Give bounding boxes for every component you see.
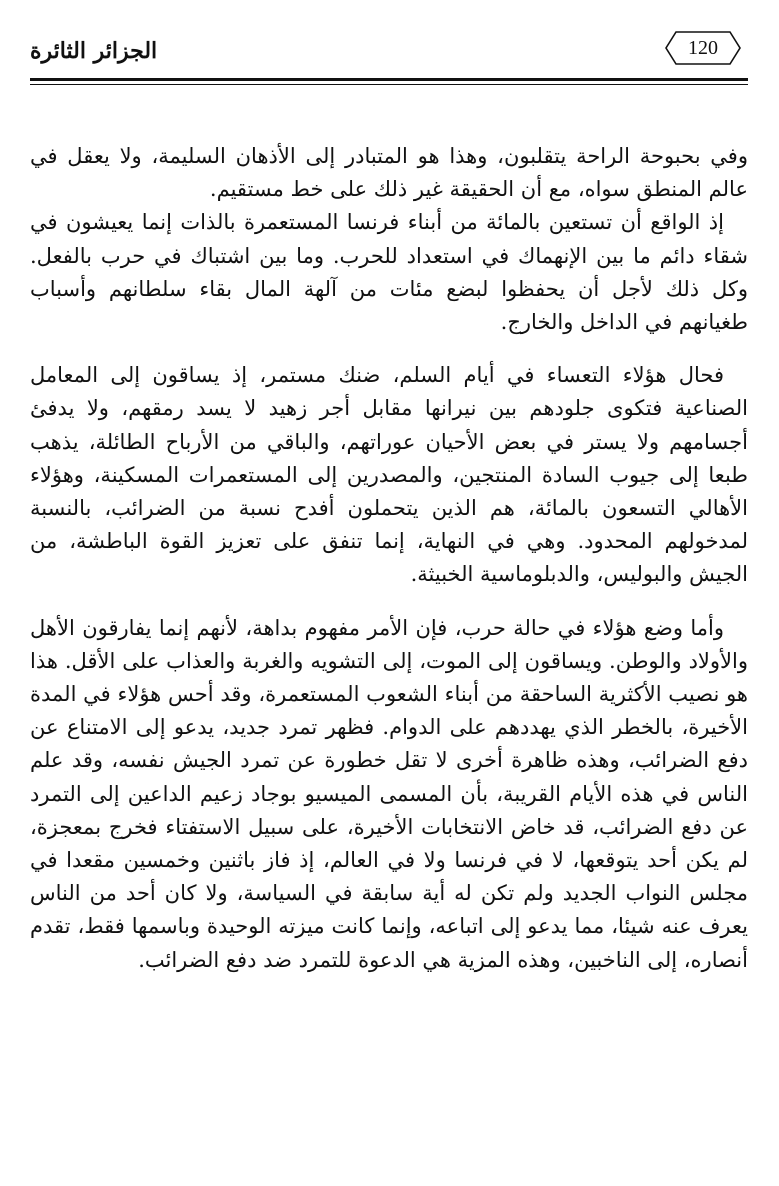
header-rule-thin xyxy=(30,84,748,85)
body-text xyxy=(30,140,748,977)
paragraph: وفي بحبوحة الراحة يتقلبون، وهذا هو المتبادر إلى الأذهان السليمة، ولا يعقل في عالم المنطق سواه، مع أن الحقيقة غير ذلك على خط مستقيم. xyxy=(30,144,748,202)
running-title: الجزائر الثائرة xyxy=(30,38,158,64)
paragraph: وأما وضع هؤلاء في حالة حرب، فإن الأمر مفهوم بداهة، لأنهم إنما يفارقون الأهل والأولاد والوطن. ويساقون إلى الموت، إلى التشويه والغربة والعذاب على الأقل. هذا هو نصيب الأكثرية الساحقة من أبناء الشعوب المستعمرة، وقد أحس هؤلاء في المدة الأخيرة، بالخطر الذي يهددهم على الدوام. فظهر تمرد جديد، يدعو إلى الامتناع عن دفع الضرائب، وهذه ظاهرة أخرى لا تقل خطورة عن تمرد الجيش نفسه، وقد علم الناس في هذه الأيام القريبة، بأن المسمى الميسيو بوجاد زعيم الداعين إلى التمرد عن دفع الضرائب، قد خاض الانتخابات الأخيرة، على سبيل الاستفتاء فخرج بمعجزة، لم يكن أحد يتوقعها، لا في فرنسا ولا في العالم، إذ فاز باثنين وخمسين مقعدا في مجلس النواب الجديد ولم تكن له أية سابقة في السياسة، ولا كان أحد من الناس يعرف عنه شيئا، مما يدعو إلى اتباعه، وإنما كانت ميزته الوحيدة وباسمها فقط، تقدم أنصاره، إلى الناخبين، وهذه المزية هي الدعوة للتمرد ضد دفع الضرائب. xyxy=(30,615,748,972)
paragraph: إذ الواقع أن تستعين بالمائة من أبناء فرنسا المستعمرة بالذات إنما يعيشون في شقاء دائم ما بين الإنهماك في استعداد للحرب. وما بين اشتباك في حرب بالفعل. وكل ذلك لأجل أن يحفظوا لبضع مئات من آلهة المال بقاء سلطانهم وأسباب طغيانهم في الداخل والخارج. xyxy=(30,210,748,335)
page-number-badge xyxy=(664,30,742,66)
page-header xyxy=(30,28,748,78)
paragraph: فحال هؤلاء التعساء في أيام السلم، ضنك مستمر، إذ يساقون إلى المعامل الصناعية فتكوى جلودهم بين نيرانها مقابل أجر زهيد لا يسد رمقهم، ولا يدفئ أجسامهم ولا يستر في بعض الأحيان عوراتهم، والباقي من الأرباح الطائلة، يذهب طبعا إلى جيوب السادة المنتجين، والمصدرين إلى المستعمرات المسكينة، وهؤلاء الأهالي التسعون بالمائة، هم الذين يتحملون أفدح نسبة من الضرائب، بالنسبة لمدخولهم المحدود. وهي في النهاية، إنما تنفق على تعزيز القوة الباطشة، من الجيش والبوليس، والدبلوماسية الخبيثة. xyxy=(30,363,748,587)
page-number: 120 xyxy=(688,37,718,59)
header-rule-thick xyxy=(30,78,748,81)
